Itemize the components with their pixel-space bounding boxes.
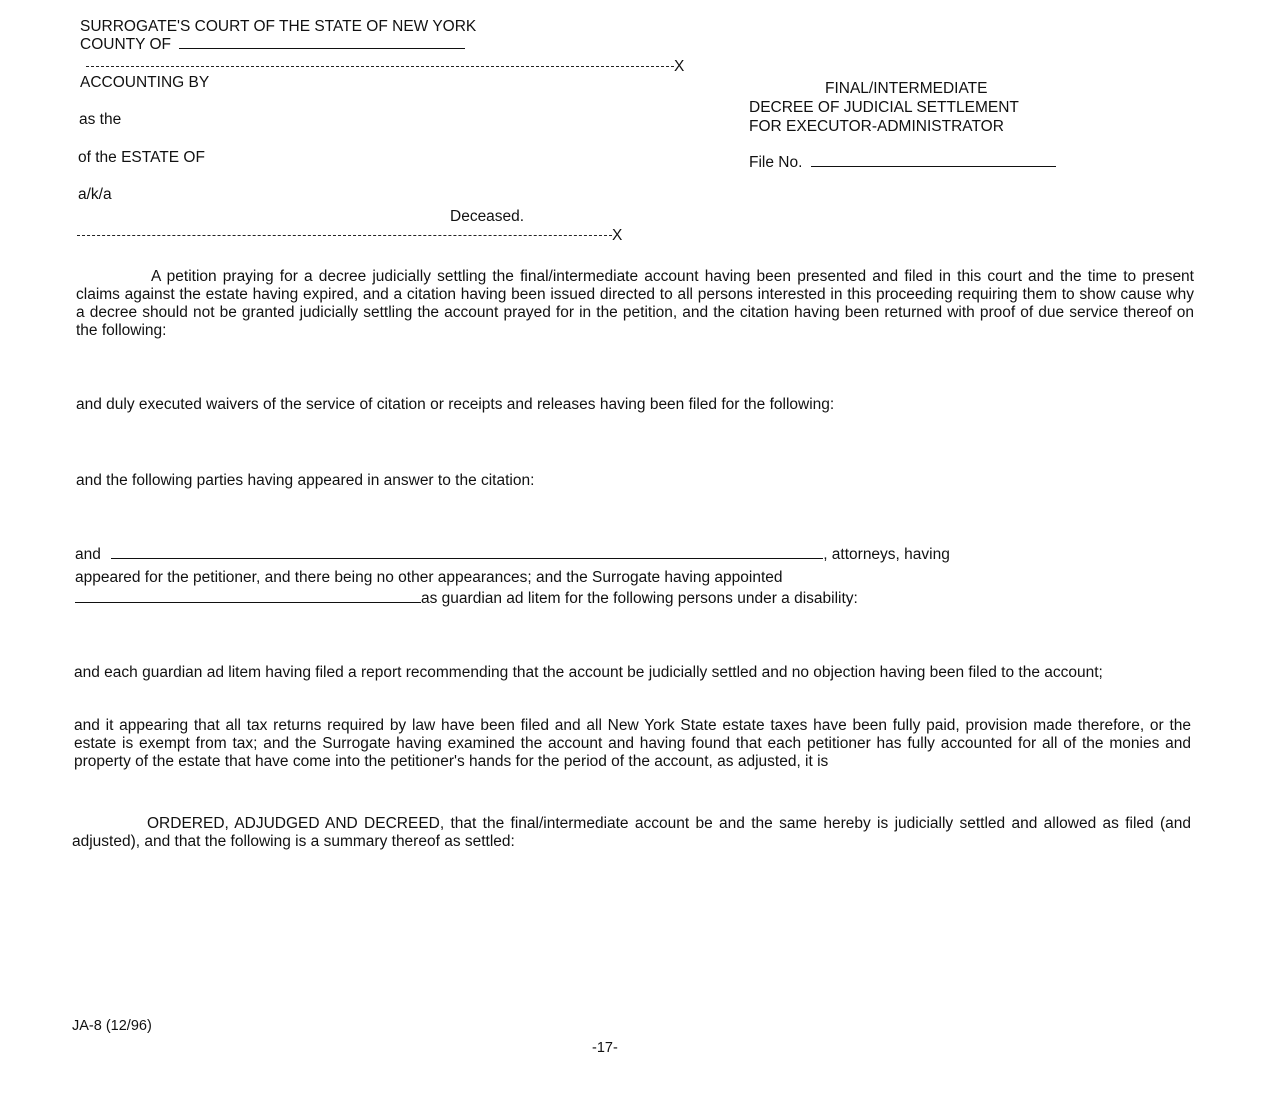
county-label: COUNTY OF <box>80 36 171 53</box>
appearances-paragraph: and the following parties having appeared in answer to the citation: <box>76 472 535 489</box>
title-line-1: FINAL/INTERMEDIATE <box>825 80 988 97</box>
tax-paragraph: and it appearing that all tax returns required by law have been filed and all New York State estate taxes have been fully paid, provision made therefore, or the estate is exempt from tax; and the Surrogate having examined the account and having found that each petitioner has fully accounted for all of the monies and property of the estate that have come into the petitioner's hands for the period of the account, as adjusted, it is <box>74 717 1191 770</box>
petition-paragraph: A petition praying for a decree judicially settling the final/intermediate account having been presented and filed in this court and the time to present claims against the estate having expired, and a citation having been issued directed to all persons interested in this proceeding requiring them to show cause why a decree should not be granted judicially settling the account prayed for in the petition, and the citation having been returned with proof of due service thereof on the following: <box>76 268 1194 339</box>
attorneys-label: , attorneys, having <box>823 546 950 563</box>
x-mark: X <box>612 227 623 244</box>
x-mark: X <box>674 58 685 75</box>
guardian-line <box>75 590 858 608</box>
appointed-line: appeared for the petitioner, and there being no other appearances; and the Surrogate having appointed <box>75 569 783 586</box>
attorneys-line <box>75 546 950 564</box>
as-the-label: as the <box>79 111 122 128</box>
attorneys-field[interactable] <box>111 558 823 559</box>
page-number: -17- <box>592 1040 618 1056</box>
guardian-report-paragraph: and each guardian ad litem having filed a report recommending that the account be judicially settled and no objection having been filed to the account; <box>74 664 1103 681</box>
file-number-line <box>749 154 1056 172</box>
and-label: and <box>75 546 101 563</box>
waivers-paragraph: and duly executed waivers of the service of citation or receipts and releases having been filed for the following: <box>76 396 835 413</box>
file-number-label: File No. <box>749 154 803 171</box>
title-line-2: DECREE OF JUDICIAL SETTLEMENT <box>749 99 1019 116</box>
accounting-by-label: ACCOUNTING BY <box>80 74 210 91</box>
caption-bottom-rule <box>77 227 622 245</box>
guardian-label: as guardian ad litem for the following persons under a disability: <box>421 590 858 607</box>
estate-of-label: of the ESTATE OF <box>78 149 205 166</box>
form-id: JA-8 (12/96) <box>72 1018 152 1034</box>
guardian-field[interactable] <box>75 602 421 603</box>
title-line-3: FOR EXECUTOR-ADMINISTRATOR <box>749 118 1004 135</box>
dashed-divider <box>77 235 612 236</box>
deceased-label: Deceased. <box>450 208 525 225</box>
county-line <box>80 36 465 54</box>
dashed-divider <box>86 66 674 67</box>
file-number-field[interactable] <box>811 166 1056 167</box>
county-field[interactable] <box>179 48 465 49</box>
aka-label: a/k/a <box>78 186 112 203</box>
decree-paragraph: ORDERED, ADJUDGED AND DECREED, that the final/intermediate account be and the same hereby is judicially settled and allowed as filed (and adjusted), and that the following is a summary thereof as settled: <box>72 815 1191 850</box>
court-name: SURROGATE'S COURT OF THE STATE OF NEW YORK <box>80 18 477 35</box>
